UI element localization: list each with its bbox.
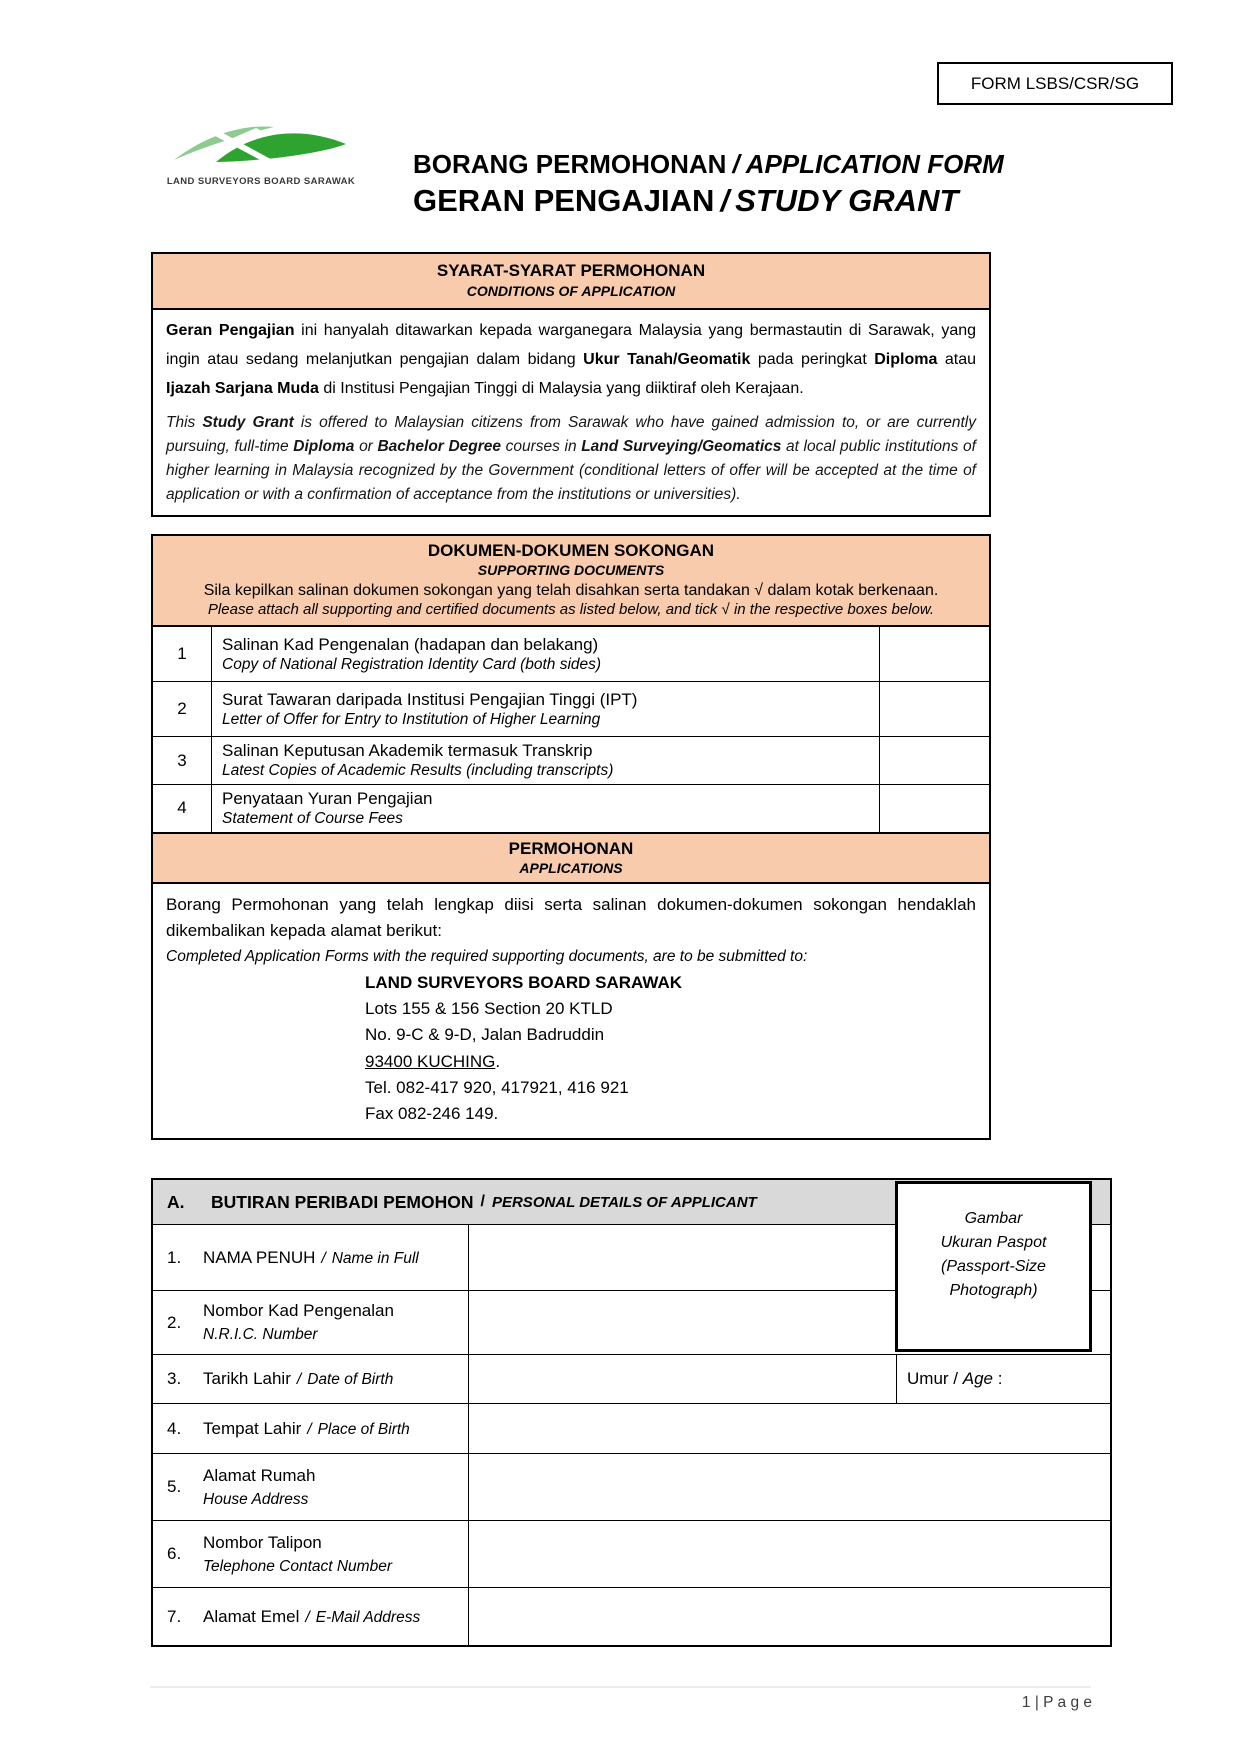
document-4-malay: Penyataan Yuran Pengajian (222, 789, 433, 808)
passport-photo-box[interactable] (895, 1181, 1092, 1352)
personal-heading-english: PERSONAL DETAILS OF APPLICANT (491, 1193, 757, 1211)
document-3-malay: Salinan Keputusan Akademik termasuk Transkrip (222, 741, 593, 761)
field-row-place-of-birth (153, 1404, 1110, 1454)
field-phone-text: Nombor Talipon Telephone Contact Number (203, 1532, 392, 1575)
document-4-number: 4 (153, 785, 212, 832)
field-row-date-of-birth (153, 1355, 1110, 1404)
house-address-input-cell[interactable] (469, 1454, 1110, 1520)
submission-address (365, 970, 976, 1128)
age-cell[interactable] (897, 1355, 1110, 1403)
personal-heading-malay: BUTIRAN PERIBADI PEMOHON (211, 1191, 474, 1212)
telephone-input-cell[interactable] (469, 1521, 1110, 1587)
field-nric-label (153, 1291, 469, 1354)
field-nric-text: Nombor Kad Pengenalan N.R.I.C. Number (203, 1301, 394, 1344)
conditions-paragraph-malay: Geran Pengajian ini hanyalah ditawarkan kepada warganegara Malaysia yang bermastautin di Sarawak, yang ingin atau sedang melanjutkan pengajian dalam bidang Ukur Tanah/Geomatik pada peringkat Diploma atau Ijazah Sarjana Muda di Institusi Pengajian Tinggi di Malaysia yang diiktiraf oleh Kerajaan. (166, 322, 977, 397)
conditions-paragraph-english: This Study Grant is offered to Malaysian citizens from Sarawak who have gained admission to, or are currently pursuing, full-time Diploma or Bachelor Degree courses in Land Surveying/Geomatics at local public institutions of higher learning in Malaysia recognized by the Government (conditional letters of offer will be accepted at the time of application or with a confirmation of acceptance from the institutions or universities). (166, 414, 976, 504)
document-1-description (212, 627, 879, 681)
document-1-english: Copy of National Registration Identity Card (both sides) (222, 655, 602, 673)
document-3-english: Latest Copies of Academic Results (including transcripts) (222, 762, 614, 780)
field-address-text: Alamat Rumah House Address (203, 1465, 316, 1508)
document-3-number: 3 (153, 737, 212, 784)
conditions-heading-malay: SYARAT-SYARAT PERMOHONAN (436, 261, 706, 280)
field-address-number: 5. (167, 1477, 182, 1496)
document-row-4 (153, 785, 989, 833)
field-phone-label (153, 1521, 469, 1587)
title-separator: / (732, 149, 740, 179)
field-dob-text: Tarikh Lahir / Date of Birth (203, 1369, 394, 1388)
applications-heading-malay: PERMOHONAN (508, 838, 634, 858)
documents-header (153, 536, 989, 627)
page-number: 1 | P a g e (1021, 1694, 1092, 1711)
field-pob-number: 4. (167, 1418, 182, 1438)
field-dob-number: 3. (167, 1369, 182, 1388)
field-name-number: 1. (167, 1247, 182, 1267)
document-title (413, 150, 1004, 219)
field-email-text: Alamat Emel / E-Mail Address (203, 1606, 421, 1626)
documents-note-malay: Sila kepilkan salinan dokumen sokongan yang telah disahkan serta tandakan √ dalam kotak berkenaan. (203, 582, 939, 599)
title-line-1 (413, 150, 1004, 180)
address-city: 93400 KUCHING. (365, 1051, 501, 1071)
section-a-label: A. (167, 1191, 185, 1212)
document-4-description (212, 785, 879, 832)
documents-heading-malay: DOKUMEN-DOKUMEN SOKONGAN (427, 541, 715, 560)
document-1-malay: Salinan Kad Pengenalan (hadapan dan belakang) (222, 634, 599, 654)
photo-box-line-1: Gambar (964, 1209, 1023, 1227)
document-1-number: 1 (153, 627, 212, 681)
document-row-3 (153, 737, 989, 785)
applications-paragraph-malay: Borang Permohonan yang telah lengkap diisi serta salinan dokumen-dokumen sokongan hendaklah dikembalikan kepada alamat berikut: (166, 894, 976, 941)
field-pob-text: Tempat Lahir / Place of Birth (203, 1418, 410, 1438)
document-2-number: 2 (153, 682, 212, 736)
photo-box-line-3: (Passport-Size (941, 1257, 1046, 1275)
supporting-documents-section (151, 534, 991, 1140)
place-of-birth-input-cell[interactable] (469, 1404, 1110, 1453)
title-line1-english: APPLICATION FORM (745, 149, 1004, 179)
field-row-email (153, 1588, 1110, 1645)
document-2-malay: Surat Tawaran daripada Institusi Pengajian Tinggi (IPT) (222, 689, 638, 709)
document-row-1 (153, 627, 989, 682)
address-line-2: No. 9-C & 9-D, Jalan Badruddin (365, 1025, 605, 1045)
field-row-house-address (153, 1454, 1110, 1521)
field-name-text: NAMA PENUH / Name in Full (203, 1247, 419, 1267)
conditions-section (151, 252, 991, 517)
title-separator-2: / (720, 182, 730, 218)
document-3-tick-box[interactable] (879, 737, 989, 784)
field-email-number: 7. (167, 1606, 182, 1626)
photo-box-line-2: Ukuran Paspot (940, 1233, 1047, 1251)
applications-header (153, 833, 989, 884)
field-row-telephone (153, 1521, 1110, 1588)
field-email-label (153, 1588, 469, 1645)
field-address-label (153, 1454, 469, 1520)
title-line1-malay: BORANG PERMOHONAN (413, 149, 727, 179)
conditions-header (153, 254, 989, 310)
date-of-birth-input-cell[interactable] (469, 1355, 897, 1403)
applications-body (153, 884, 989, 1138)
conditions-heading-english: CONDITIONS OF APPLICATION (466, 283, 676, 299)
field-dob-label (153, 1355, 469, 1403)
address-telephone: Tel. 082-417 920, 417921, 416 921 (365, 1077, 629, 1097)
documents-note-english: Please attach all supporting and certified documents as listed below, and tick √ in the respective boxes below. (207, 601, 935, 618)
lsbs-logo (166, 122, 356, 187)
applications-heading-english: APPLICATIONS (519, 859, 623, 876)
form-code-box (937, 62, 1173, 105)
applications-paragraph-english: Completed Application Forms with the required supporting documents, are to be submitted to: (166, 947, 808, 965)
footer-rule (150, 1686, 1091, 1688)
title-line-2 (413, 183, 1004, 219)
field-pob-label (153, 1404, 469, 1453)
address-org-name: LAND SURVEYORS BOARD SARAWAK (365, 972, 683, 992)
age-label: Umur / Age : (907, 1369, 1003, 1388)
field-nric-number: 2. (167, 1312, 182, 1332)
document-3-description (212, 737, 879, 784)
document-2-description (212, 682, 879, 736)
conditions-body (153, 310, 989, 515)
documents-heading-english: SUPPORTING DOCUMENTS (477, 562, 665, 578)
document-2-english: Letter of Offer for Entry to Institution of Higher Learning (222, 710, 601, 728)
document-row-2 (153, 682, 989, 737)
document-1-tick-box[interactable] (879, 627, 989, 681)
title-line2-malay: GERAN PENGAJIAN (413, 182, 715, 218)
lsbs-logo-icon (170, 157, 352, 174)
document-4-english: Statement of Course Fees (222, 810, 403, 828)
form-code-text: FORM LSBS/CSR/SG (970, 73, 1140, 93)
email-input-cell[interactable] (469, 1588, 1110, 1645)
field-name-label (153, 1225, 469, 1290)
personal-heading-separator: / (480, 1193, 485, 1210)
photo-box-line-4: Photograph) (949, 1281, 1038, 1299)
address-line-1: Lots 155 & 156 Section 20 KTLD (365, 998, 613, 1018)
address-fax: Fax 082-246 149. (365, 1104, 499, 1124)
logo-caption: LAND SURVEYORS BOARD SARAWAK (166, 176, 356, 187)
document-4-tick-box[interactable] (879, 785, 989, 832)
document-2-tick-box[interactable] (879, 682, 989, 736)
title-line2-english: STUDY GRANT (735, 182, 959, 218)
field-phone-number: 6. (167, 1544, 182, 1563)
